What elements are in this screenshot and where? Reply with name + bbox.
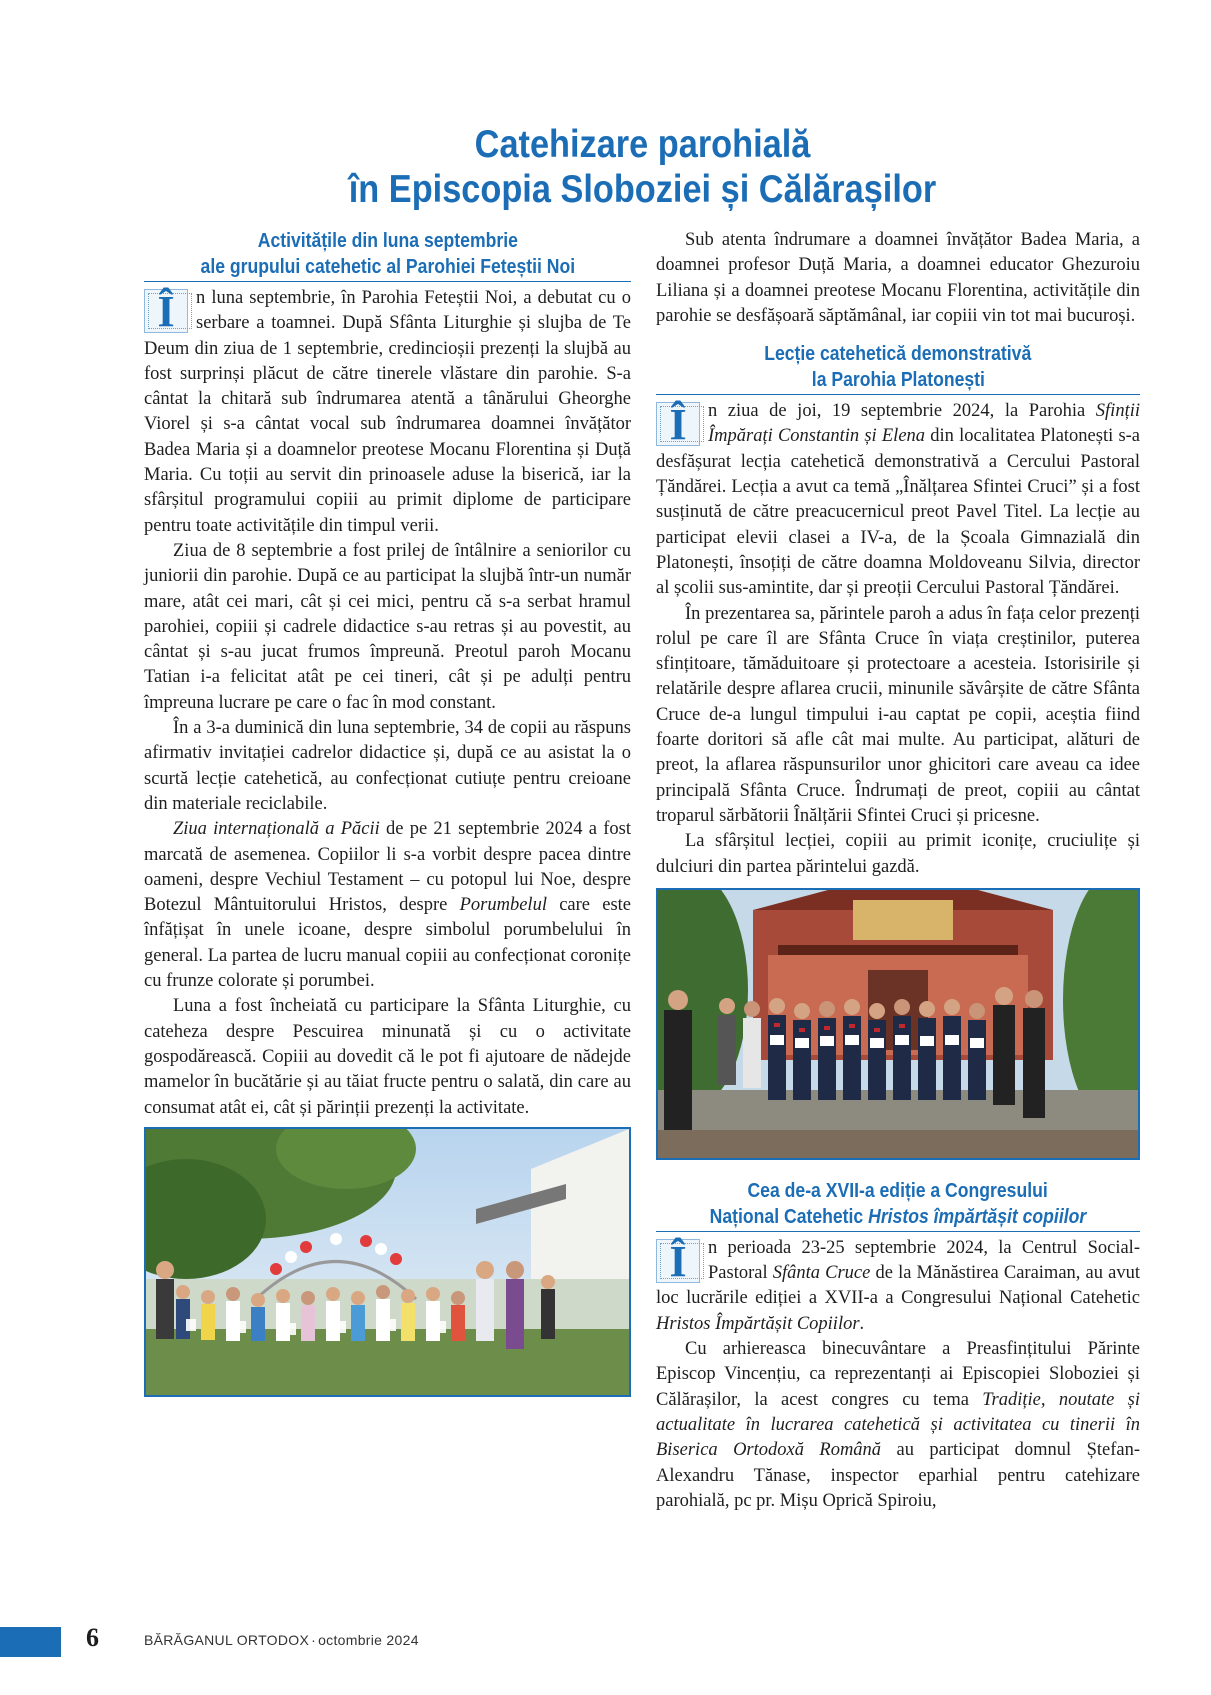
section-heading-line2: la Parohia Platonești [811,369,985,392]
dropcap-ornament-icon: Î [656,1239,700,1283]
article-paragraph: Î n ziua de joi, 19 septembrie 2024, la Parohia Sfinții Împărați Constantin și Elena din localitatea Platonești s-a desfășurat lecția catehetică demonstrativă a Cercului Pastoral Țăndărei. Lecția a avut ca temă „Înălțarea Sfintei Cruci” și a fost susținută de către preacucernicul preot Pavel Titel. La lecție au participat elevii clasei a IV-a, de la Școala Gimnazială din Platonești, însoțiți de către doamna Moldoveanu Silvia, director al școlii sus-amintite, dar și preoții Cercului Pastoral Țăndărei. [656,400,1141,599]
publication-name: BĂRĂGANUL ORTODOX [144,1632,310,1648]
page-title-line1: Catehizare parohială [474,123,811,166]
footer-separator: · [311,1632,317,1648]
page-title [77,122,1208,212]
left-column [144,228,631,1397]
article-paragraph: Î n luna septembrie, în Parohia Feteștii Noi, a debutat cu o serbare a toamnei. După Sfânta Liturghie și slujba de Te Deum din ziua de 1 septembrie, credincioșii prezenți la slujbă au fost surprinși plăcut de către tinerele vlăstare din parohie. S-a cântat la chitară sub îndrumarea atentă a tânărului Gheorghe Viorel și s-a cântat vocal sub îndrumarea doamnei învățător Badea Maria și a doamnelor preotese Mocanu Florentina și Duță Maria. Cu toții au servit din prinoasele aduse la biserică, iar la sfârșitul programului copiii au primit diplome de participare pentru toate activitățile din timpul verii. [144,287,631,536]
section-heading-line1: Cea de-a XVII-a ediție a Congresului [747,1179,1049,1202]
footer-publication [144,1632,419,1648]
section-heading-line2: Național Catehetic Hristos împărtășit copiilor [709,1205,1087,1228]
section-heading-line1: Lecție catehetică demonstrativă [764,343,1032,366]
section-heading-line1: Activitățile din luna septembrie [257,230,518,252]
group-photo-children-outdoor [144,1127,631,1397]
article-paragraph: Sub atenta îndrumare a doamnei învățător Badea Maria, a doamnei profesor Duță Maria, a doamnei educator Ghezuroiu Liliana și a doamnei preotese Mocanu Florentina, activitățile din parohie se desfășoară săptămânal, iar copiii vin tot mai bucuroși. [656,230,1140,326]
article-paragraph: Ziua de 8 septembrie a fost prilej de întâlnire a seniorilor cu juniorii din parohie. După ce au participat la slujbă într-un număr mare, atât cei mari, cât și cei mici, pentru că s-a serbat hramul parohiei, copiii și cadrele didactice s-au retras și au povestit, au cântat și s-au jucat frumos împreună. Preotul paroh Mocanu Tatian i-a felicitat atât pe cei tineri, cât și pe adulți pentru împreuna lucrare pe care o fac în mod constant. [144,540,631,713]
page-title-line2: în Episcopia Sloboziei și Călărașilor [348,168,937,211]
article-paragraph: În a 3-a duminică din luna septembrie, 34 de copii au răspuns afirmativ invitației cadrelor didactice și, după ce au asistat la o scurtă lecție catehetică, au confecționat cutiuțe pentru creioane din materiale reciclabile. [144,718,631,814]
page-number: 6 [86,1623,99,1652]
article-paragraph: La sfârșitul lecției, copiii au primit iconițe, cruciulițe și dulciuri din partea părintelui gazdă. [656,831,1140,877]
group-photo-church-front [656,888,1140,1160]
section-heading-line2: ale grupului catehetic al Parohiei Feteștii Noi [200,256,575,278]
article-paragraph: Î n perioada 23-25 septembrie 2024, la Centrul Social-Pastoral Sfânta Cruce de la Mănăstirea Caraiman, au avut loc lucrările ediției a XVII-a a Congresului Național Catehetic Hristos Împărtășit Copiilor. [656,1236,1140,1334]
dropcap-ornament-icon: Î [144,289,188,333]
section-heading-congres [656,1178,1140,1232]
dropcap-ornament-icon: Î [656,402,700,446]
footer-accent-bar [0,1627,61,1657]
right-column [656,228,1140,1514]
article-paragraph: Ziua internațională a Păcii de pe 21 septembrie 2024 a fost marcată de asemenea. Copiilor li s-a vorbit despre pacea dintre oameni, despre Vechiul Testament – cu potopul lui Noe, despre Botezul Mântuitorului Hristos, despre Porumbelul care este înfățișat în unele icoane, despre simbolul porumbelului în general. La partea de lucru manual copiii au confecționat coronițe cu frunze colorate și porumbei. [144,819,631,992]
article-paragraph: În prezentarea sa, părintele paroh a adus în fața celor prezenți rolul pe care îl are Sfânta Cruce în viața creștinilor, puterea sfințitoare, tămăduitoare și protectoare a acesteia. Istorisirile și relatările despre aflarea crucii, minunile săvârșite de către Sfânta Cruce de-a lungul timpului i-au captat pe copii, aceștia fiind foarte doritori să afle cât mai multe. Au participat, alături de preot, la aflarea răspunsurilor unor ghicitori care aveau ca idee principală Sfânta Cruce. Îndrumați de preot, copiii au cântat troparul sărbătorii Înălțării Sfintei Cruci și pricesne. [656,603,1140,826]
issue-date: octombrie 2024 [318,1632,419,1648]
article-paragraph: Luna a fost încheiată cu participare la Sfânta Liturghie, cu cateheza despre Pescuirea minunată și cu o activitate gospodărească. Copiii au dovedit că le pot fi ajutoare de nădejde mamelor în bucătărie și au tăiat fructe pentru o salată, din care au consumat atât ei, cât și părinții prezenți la activitate. [144,996,631,1118]
article-paragraph: Cu arhiereasca binecuvântare a Preasfințitului Părinte Episcop Vincențiu, ca reprezentanți ai Episcopiei Sloboziei și Călărașilor, la acest congres cu tema Tradiție, noutate și actualitate în lucrarea catehetică și activitatea cu tinerii în Biserica Ortodoxă Română au participat domnul Ștefan-Alexandru Tănase, inspector eparhial pentru catehizare parohială, pc pr. Mișu Oprică Spiroiu, [656,1339,1140,1511]
section-heading-fetestii-noi [144,228,631,282]
section-heading-platonesti [656,341,1140,395]
